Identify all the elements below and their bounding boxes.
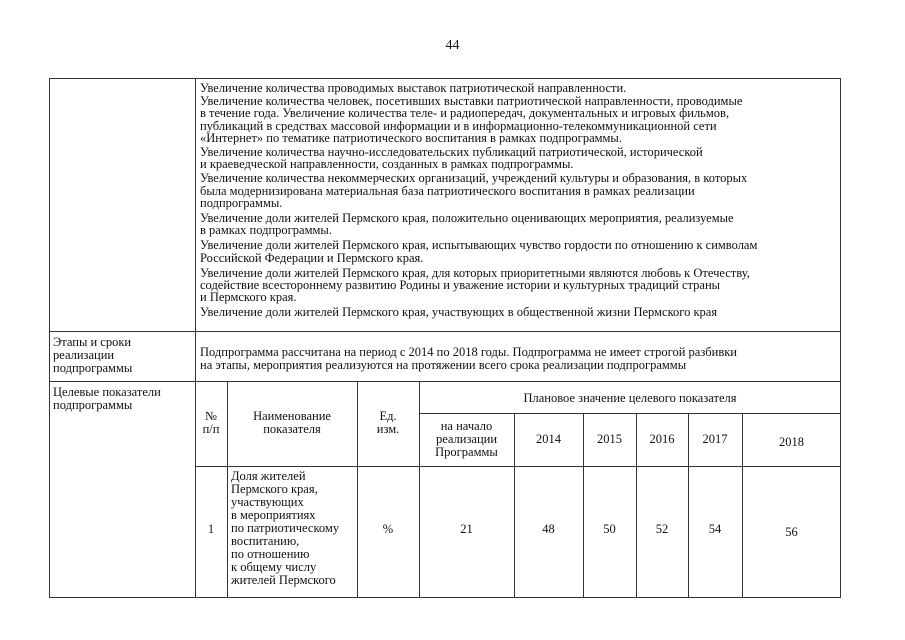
row-value: 56 [785,525,798,539]
page-number: 44 [445,38,460,53]
expected-results [200,82,835,319]
divider [195,78,196,598]
result-paragraph: Увеличение доли жителей Пермского края, для которых приоритетными являются любовь к Отечеству, содействие всестороннему развитию Родины и уважение истории и культурных традиций страны и Пермского края. [200,265,750,305]
divider [195,466,841,467]
row-start-value: 21 [460,522,473,536]
header-year: 2015 [597,432,622,446]
result-paragraph: Увеличение доли жителей Пермского края, испытывающих чувство гордости по отношению к символам Российской Федерации и Пермского края. [200,238,758,265]
header-year: 2014 [536,432,561,446]
row-num: 1 [207,522,215,536]
result-paragraph: Увеличение доли жителей Пермского края, положительно оценивающих мероприятия, реализуемые в рамках подпрограммы. [200,211,734,238]
stages-text: Подпрограмма рассчитана на период с 2014 по 2018 годы. Подпрограмма не имеет строгой разбивки на этапы, мероприятия реализуются на протяжении всего срока реализации подпрограммы [200,345,737,372]
result-paragraph: Увеличение количества человек, посетивших выставки патриотической направленности, проводимые в течение года. Увеличение количества теле- и радиопередач, документальных и игровых фильмов, публикаций в средствах массовой информации и в информационно-телекоммуникационной сети «Интернет» по тематике патриотического воспитания в рамках подпрограммы. [200,94,743,145]
header-name: Наименование показателя [253,409,331,436]
result-paragraph: Увеличение количества проводимых выставок патриотической направленности. [200,81,627,95]
result-paragraph: Увеличение доли жителей Пермского края, участвующих в общественной жизни Пермского края [200,305,718,320]
header-start: на начало реализации Программы [435,419,498,459]
row-indicator-name: Доля жителей Пермского края, участвующих в мероприятиях по патриотическому воспитанию, по отношению к общему числу жителей Пермского [231,469,340,587]
divider [49,331,841,332]
header-year: 2016 [649,432,675,446]
header-num: № п/п [202,409,220,436]
row-value: 48 [542,522,555,536]
divider [49,381,841,382]
row-unit: % [382,522,394,536]
row-value: 50 [603,522,616,536]
divider [419,413,841,414]
header-year: 2018 [779,435,804,449]
stages-label: Этапы и сроки реализации подпрограммы [53,335,133,375]
indicators-label: Целевые показатели подпрограммы [53,385,161,412]
result-paragraph: Увеличение количества научно-исследовательских публикаций патриотической, исторической и краеведческой направленности, созданных в рамках подпрограммы. [200,145,703,172]
row-value: 54 [708,522,722,536]
header-year: 2017 [702,432,728,446]
result-paragraph: Увеличение количества некоммерческих организаций, учреждений культуры и образования, в которых была модернизирована материальная база патриотического воспитания в рамках реализации подпрограммы. [200,171,748,210]
header-unit: Ед. изм. [376,409,400,436]
header-plan: Плановое значение целевого показателя [523,391,737,405]
row-value: 52 [655,522,669,536]
